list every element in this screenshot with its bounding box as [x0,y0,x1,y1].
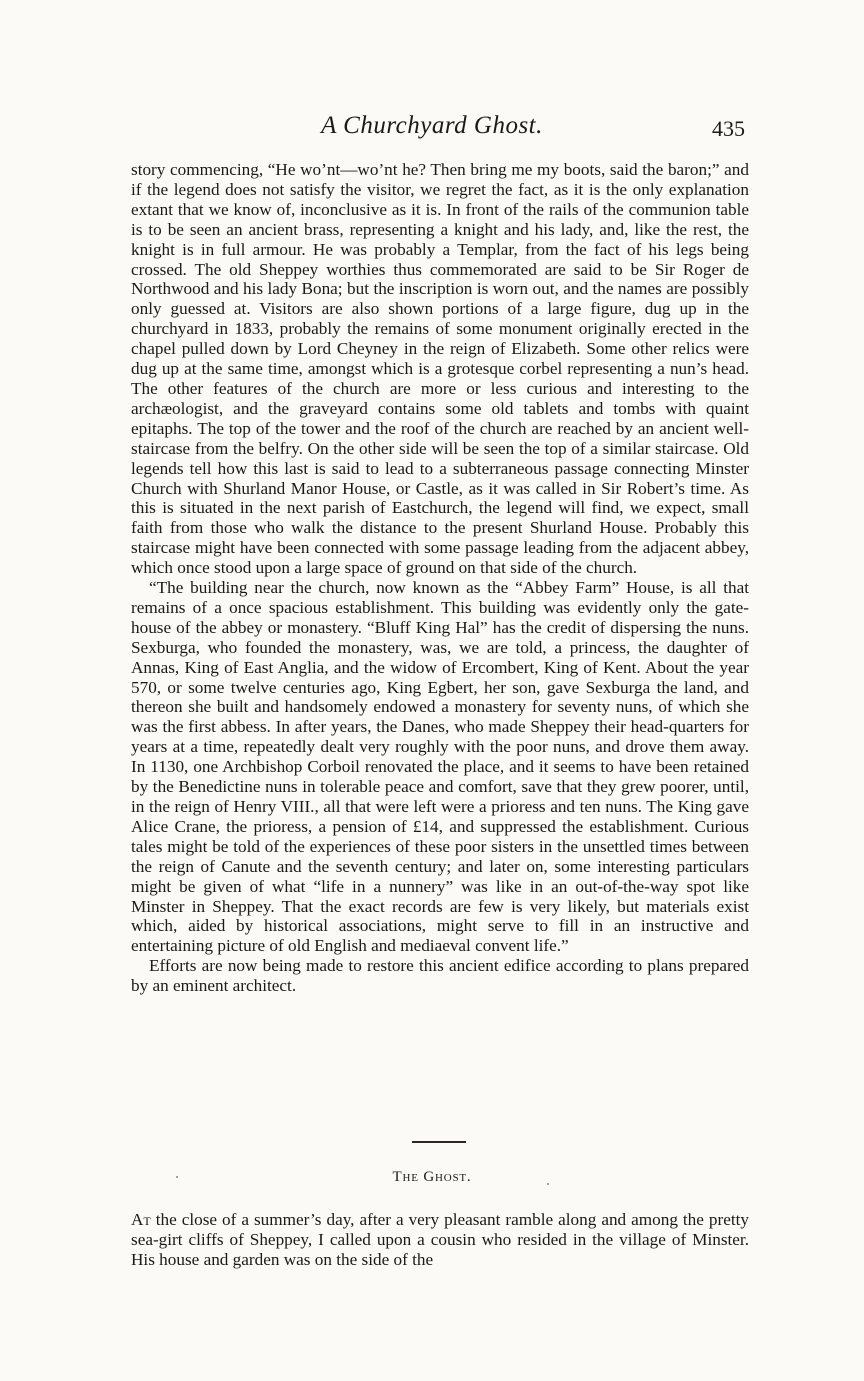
paragraph-3: Efforts are now being made to restore this ancient edifice according to plans prepared by an eminent architect. [131,956,749,996]
section-body [131,1210,749,1270]
section-heading: The Ghost. [392,1169,472,1185]
section-paragraph [131,1210,749,1270]
page-number: 435 [712,116,745,141]
article-body [131,160,749,996]
paragraph-2: “The building near the church, now known as the “Abbey Farm” House, is all that remains of a once spacious establishment. This building was evidently only the gate-house of the abbey or monastery. “Bluff King Hal” has the credit of dispersing the nuns. Sexburga, who founded the monastery, was, we are told, a princess, the daughter of Annas, King of East Anglia, and the widow of Ercombert, King of Kent. About the year 570, or some twelve centuries ago, King Egbert, her son, gave Sexburga the land, and thereon she built and handsomely endowed a monastery for seventy nuns, of which she was the first abbess. In after years, the Danes, who made Sheppey their head-quarters for years at a time, repeatedly dealt very roughly with the poor nuns, and drove them away. In 1130, one Archbishop Corboil renovated the place, and it seems to have been retained by the Benedictine nuns in tolerable peace and comfort, save that they grew poorer, until, in the reign of Henry VIII., all that were left were a prioress and ten nuns. The King gave Alice Crane, the prioress, a pension of £14, and suppressed the establishment. Curious tales might be told of the experiences of these poor sisters in the unsettled times between the reign of Canute and the seventh century; and later on, some interesting particulars might be given of what “life in a nunnery” was like in an out-of-the-way spot like Minster in Sheppey. That the exact records are few is very likely, but materials exist which, aided by historical associations, might serve to fill in an instructive and entertaining picture of old English and mediaeval convent life.” [131,578,749,956]
running-title: A Churchyard Ghost. [321,112,543,139]
opening-word: At [131,1210,151,1229]
section-divider-rule [412,1141,466,1143]
section-paragraph-text: the close of a summer’s day, after a very pleasant ramble along and among the pretty sea-girt cliffs of Sheppey, I called upon a cousin who resided in the village of Minster. His house and garden was on the side of the [131,1210,749,1269]
paragraph-1: story commencing, “He wo’nt—wo’nt he? Then bring me my boots, said the baron;” and if the legend does not satisfy the visitor, we regret the fact, as it is the only explanation extant that we know of, inconclusive as it is. In front of the rails of the communion table is to be seen an ancient brass, representing a knight and his lady, and, like the rest, the knight is in full armour. He was probably a Templar, from the fact of his legs being crossed. The old Sheppey worthies thus commemorated are said to be Sir Roger de Northwood and his lady Bona; but the inscription is worn out, and the names are possibly only guessed at. Visitors are also shown portions of a large figure, dug up in the churchyard in 1833, probably the remains of some monument originally erected in the chapel pulled down by Lord Cheyney in the reign of Elizabeth. Some other relics were dug up at the same time, amongst which is a grotesque corbel representing a nun’s head. The other features of the church are more or less curious and interesting to the archæologist, and the graveyard contains some old tablets and tombs with quaint epitaphs. The top of the tower and the roof of the church are reached by an ancient well-staircase from the belfry. On the other side will be seen the top of a similar staircase. Old legends tell how this last is said to lead to a subterraneous passage connecting Minster Church with Shurland Manor House, or Castle, as it was called in Sir Robert’s time. As this is situated in the next parish of Eastchurch, the legend will find, we expect, small faith from those who walk the distance to the present Shurland House. Probably this staircase might have been connected with some passage leading from the adjacent abbey, which once stood upon a large space of ground on that side of the church. [131,160,749,578]
